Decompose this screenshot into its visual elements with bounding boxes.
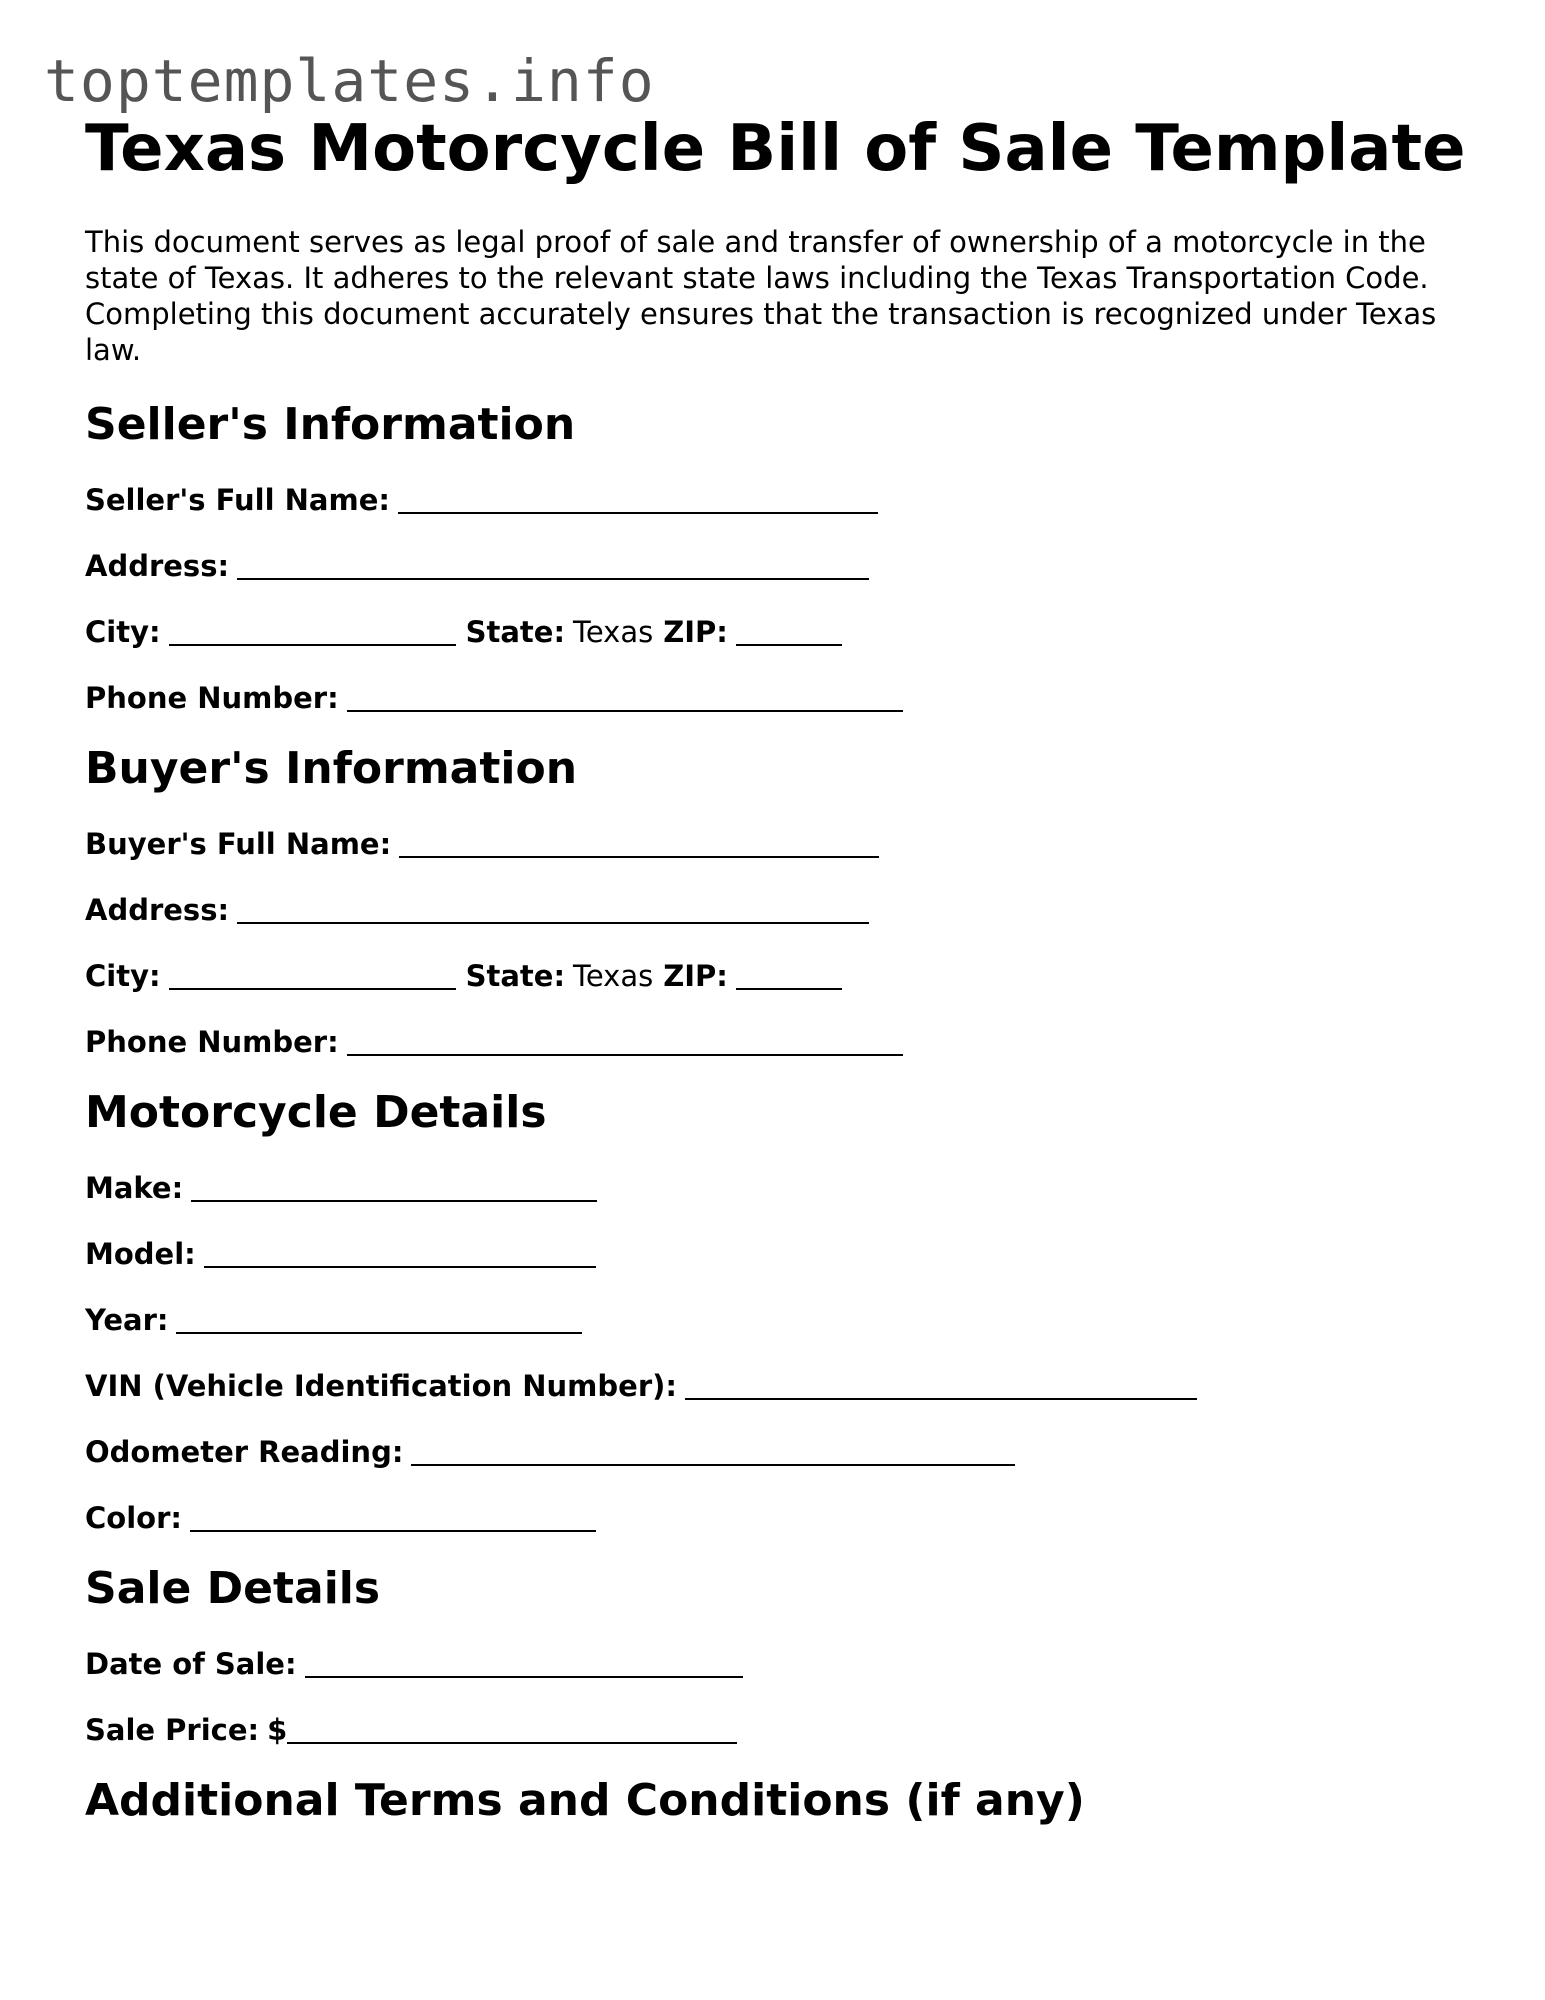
intro-paragraph: This document serves as legal proof of sale and transfer of ownership of a motorcycle in the state of Texas. It adheres to the relevant state laws including the Texas Transportation Code. Completing this document accurately ensures that the transaction is recognized under Texas law. <box>85 225 1437 367</box>
model-field[interactable] <box>204 1236 596 1268</box>
sale-date-field[interactable] <box>305 1646 743 1678</box>
seller-address-field[interactable] <box>237 548 869 580</box>
buyer-address-field[interactable] <box>237 892 869 924</box>
seller-address-label: Address: <box>85 549 230 583</box>
buyer-zip-label: ZIP: <box>663 959 728 993</box>
buyer-state-value: Texas <box>573 959 654 993</box>
seller-city-field[interactable] <box>169 614 456 646</box>
color-label: Color: <box>85 1501 182 1535</box>
sale-price-field[interactable] <box>287 1712 737 1744</box>
buyer-city-row <box>85 954 1485 993</box>
seller-name-row <box>85 478 1485 517</box>
vin-field[interactable] <box>685 1368 1197 1400</box>
color-row <box>85 1496 1485 1535</box>
additional-heading: Additional Terms and Conditions (if any) <box>85 1775 1085 1826</box>
buyer-city-label: City: <box>85 959 161 993</box>
sale-date-row <box>85 1642 1485 1681</box>
odometer-row <box>85 1430 1485 1469</box>
make-label: Make: <box>85 1171 184 1205</box>
odometer-field[interactable] <box>411 1434 1015 1466</box>
seller-zip-field[interactable] <box>736 614 842 646</box>
buyer-name-label: Buyer's Full Name: <box>85 827 392 861</box>
sale-heading: Sale Details <box>85 1563 381 1614</box>
sale-date-label: Date of Sale: <box>85 1647 297 1681</box>
seller-zip-label: ZIP: <box>663 615 728 649</box>
year-field[interactable] <box>176 1302 582 1334</box>
seller-city-label: City: <box>85 615 161 649</box>
vin-label: VIN (Vehicle Identification Number): <box>85 1369 677 1403</box>
buyer-section <box>85 742 1485 1059</box>
motorcycle-section <box>85 1086 1485 1535</box>
sale-price-label: Sale Price: <box>85 1713 260 1747</box>
buyer-heading: Buyer's Information <box>85 743 578 794</box>
seller-phone-row <box>85 676 1485 715</box>
year-row <box>85 1298 1485 1337</box>
buyer-address-row <box>85 888 1485 927</box>
buyer-state-label: State: <box>465 959 566 993</box>
buyer-phone-field[interactable] <box>347 1024 903 1056</box>
make-field[interactable] <box>191 1170 597 1202</box>
document-page <box>85 110 1485 1828</box>
seller-heading: Seller's Information <box>85 399 576 450</box>
motorcycle-heading: Motorcycle Details <box>85 1087 547 1138</box>
seller-section <box>85 398 1485 715</box>
buyer-city-field[interactable] <box>169 958 456 990</box>
buyer-zip-field[interactable] <box>736 958 842 990</box>
currency-symbol: $ <box>267 1713 288 1747</box>
model-row <box>85 1232 1485 1271</box>
buyer-address-label: Address: <box>85 893 230 927</box>
watermark: toptemplates.info <box>44 47 655 115</box>
buyer-name-row <box>85 822 1485 861</box>
odometer-label: Odometer Reading: <box>85 1435 404 1469</box>
seller-state-value: Texas <box>573 615 654 649</box>
seller-phone-label: Phone Number: <box>85 681 339 715</box>
seller-phone-field[interactable] <box>347 680 903 712</box>
seller-state-label: State: <box>465 615 566 649</box>
sale-section <box>85 1562 1485 1747</box>
seller-name-label: Seller's Full Name: <box>85 483 390 517</box>
color-field[interactable] <box>190 1500 596 1532</box>
seller-name-field[interactable] <box>398 482 878 514</box>
additional-section <box>85 1774 1485 1828</box>
buyer-name-field[interactable] <box>399 826 879 858</box>
seller-address-row <box>85 544 1485 583</box>
vin-row <box>85 1364 1485 1403</box>
sale-price-row <box>85 1708 1485 1747</box>
model-label: Model: <box>85 1237 196 1271</box>
buyer-phone-row <box>85 1020 1485 1059</box>
make-row <box>85 1166 1485 1205</box>
seller-city-row <box>85 610 1485 649</box>
page-title: Texas Motorcycle Bill of Sale Template <box>85 112 1466 186</box>
buyer-phone-label: Phone Number: <box>85 1025 339 1059</box>
year-label: Year: <box>85 1303 169 1337</box>
